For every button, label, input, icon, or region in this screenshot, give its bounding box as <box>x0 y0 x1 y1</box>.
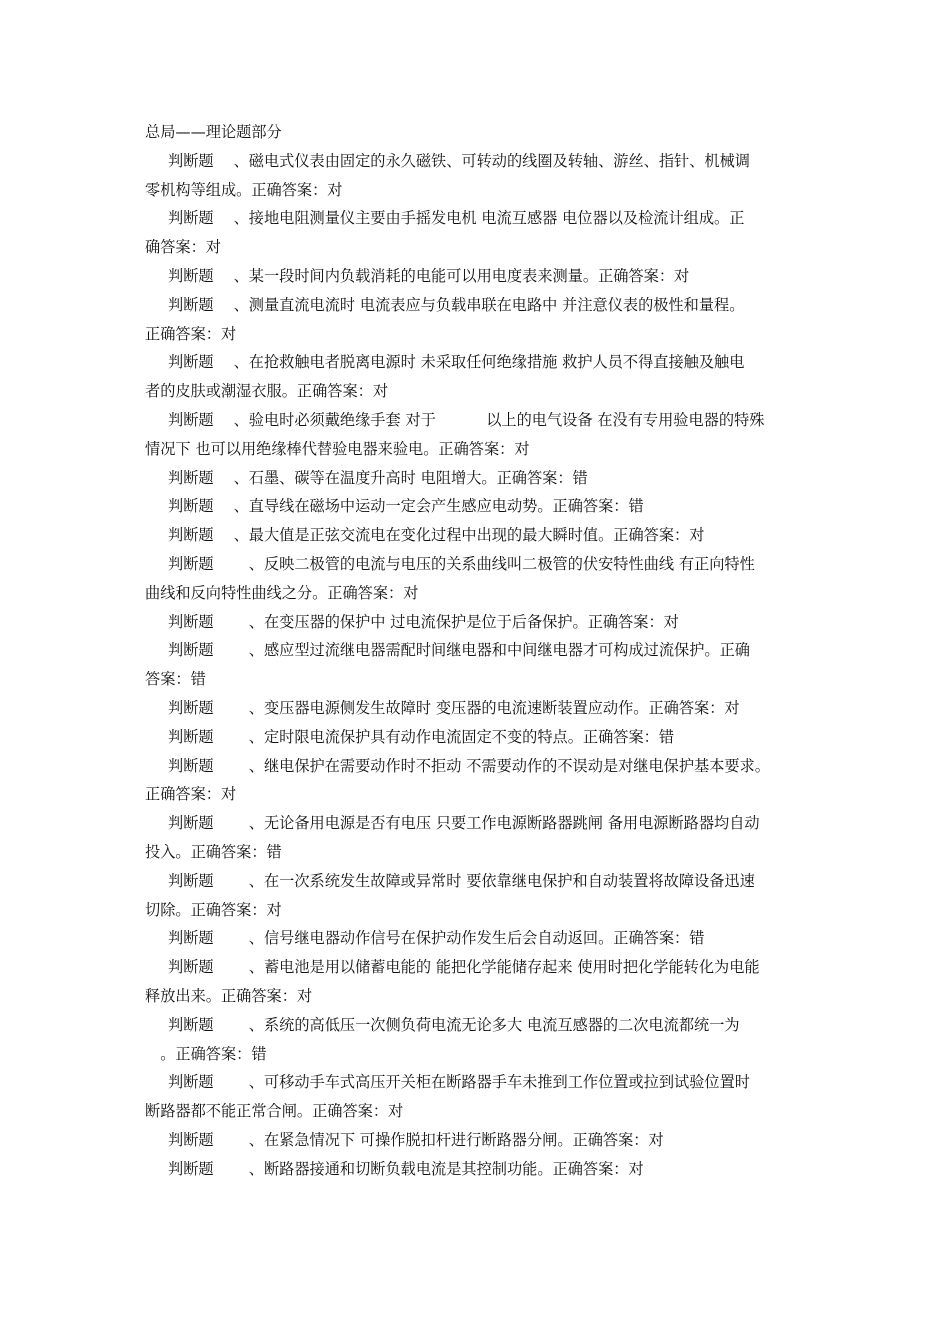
question-line: 情况下 也可以用绝缘棒代替验电器来验电。正确答案：对 <box>145 439 530 458</box>
question-line: 判断题 、在一次系统发生故障或异常时 要依靠继电保护和自动装置将故障设备迅速 <box>168 871 755 890</box>
question-item <box>145 723 810 752</box>
question-line: 判断题 、可移动手车式高压开关柜在断路器手车未推到工作位置或拉到试验位置时 <box>168 1073 750 1092</box>
question-item <box>145 608 810 637</box>
question-line: 判断题 、在抢救触电者脱离电源时 未采取任何绝缘措施 救护人员不得直接触及触电 <box>168 353 745 372</box>
question-item <box>145 262 810 291</box>
question-item <box>145 953 810 1011</box>
question-line: 曲线和反向特性曲线之分。正确答案：对 <box>145 583 419 602</box>
question-line: 者的皮肤或潮湿衣服。正确答案：对 <box>145 382 388 401</box>
question-item <box>145 147 810 205</box>
question-item <box>145 752 810 810</box>
question-line: 判断题 、断路器接通和切断负载电流是其控制功能。正确答案：对 <box>168 1159 644 1178</box>
question-line: 判断题 、系统的高低压一次侧负荷电流无论多大 电流互感器的二次电流都统一为 <box>168 1015 740 1034</box>
question-line: 投入。正确答案：错 <box>145 842 282 861</box>
question-item <box>145 1011 810 1069</box>
question-line: 判断题 、测量直流电流时 电流表应与负载串联在电路中 并注意仪表的极性和量程。 <box>168 295 745 314</box>
question-item <box>145 1155 810 1184</box>
question-item <box>145 809 810 867</box>
question-item <box>145 291 810 349</box>
question-line: 零机构等组成。正确答案：对 <box>145 180 343 199</box>
question-item <box>145 406 810 464</box>
question-line: 。正确答案：错 <box>145 1044 267 1063</box>
question-item <box>145 1068 810 1126</box>
question-line: 正确答案：对 <box>145 785 237 804</box>
question-line: 判断题 、接地电阻测量仪主要由手摇发电机 电流互感器 电位器以及检流计组成。正 <box>168 209 745 228</box>
question-line: 判断题 、石墨、碳等在温度升高时 电阻增大。正确答案：错 <box>168 468 588 487</box>
question-line: 判断题 、磁电式仪表由固定的永久磁铁、可转动的线圈及转轴、游丝、指针、机械调 <box>168 151 750 170</box>
question-line: 判断题 、反映二极管的电流与电压的关系曲线叫二极管的伏安特性曲线 有正向特性 <box>168 554 755 573</box>
document-page <box>145 118 810 1183</box>
question-item <box>145 464 810 493</box>
question-line: 切除。正确答案：对 <box>145 900 282 919</box>
question-line: 判断题 、验电时必须戴绝缘手套 对于 以上的电气设备 在没有专用验电器的特殊 <box>168 410 765 429</box>
question-item <box>145 204 810 262</box>
question-line: 判断题 、最大值是正弦交流电在变化过程中出现的最大瞬时值。正确答案：对 <box>168 526 705 545</box>
question-line: 断路器都不能正常合闸。正确答案：对 <box>145 1102 404 1121</box>
question-line: 确答案：对 <box>145 238 221 257</box>
question-line: 判断题 、感应型过流继电器需配时间继电器和中间继电器才可构成过流保护。正确 <box>168 641 750 660</box>
question-line: 正确答案：对 <box>145 324 237 343</box>
question-line: 判断题 、继电保护在需要动作时不拒动 不需要动作的不误动是对继电保护基本要求。 <box>168 756 770 775</box>
question-line: 判断题 、在紧急情况下 可操作脱扣杆进行断路器分闸。正确答案：对 <box>168 1130 664 1149</box>
question-item <box>145 521 810 550</box>
question-line: 判断题 、某一段时间内负载消耗的电能可以用电度表来测量。正确答案：对 <box>168 266 690 285</box>
question-line: 判断题 、信号继电器动作信号在保护动作发生后会自动返回。正确答案：错 <box>168 929 705 948</box>
question-line: 释放出来。正确答案：对 <box>145 986 313 1005</box>
question-line: 判断题 、定时限电流保护具有动作电流固定不变的特点。正确答案：错 <box>168 727 675 746</box>
question-line: 判断题 、无论备用电源是否有电压 只要工作电源断路器跳闸 备用电源断路器均自动 <box>168 814 760 833</box>
question-line: 判断题 、在变压器的保护中 过电流保护是位于后备保护。正确答案：对 <box>168 612 679 631</box>
question-line: 判断题 、直导线在磁场中运动一定会产生感应电动势。正确答案：错 <box>168 497 644 516</box>
question-line: 答案：错 <box>145 670 206 689</box>
question-line: 判断题 、变压器电源侧发生故障时 变压器的电流速断装置应动作。正确答案：对 <box>168 698 740 717</box>
question-item <box>145 867 810 925</box>
question-item <box>145 636 810 694</box>
question-item <box>145 924 810 953</box>
question-item <box>145 694 810 723</box>
question-item <box>145 1126 810 1155</box>
question-list <box>145 147 810 1184</box>
question-item <box>145 550 810 608</box>
question-line: 判断题 、蓄电池是用以储蓄电能的 能把化学能储存起来 使用时把化学能转化为电能 <box>168 958 760 977</box>
document-heading: 总局——理论题部分 <box>145 123 282 141</box>
question-item <box>145 492 810 521</box>
question-item <box>145 348 810 406</box>
